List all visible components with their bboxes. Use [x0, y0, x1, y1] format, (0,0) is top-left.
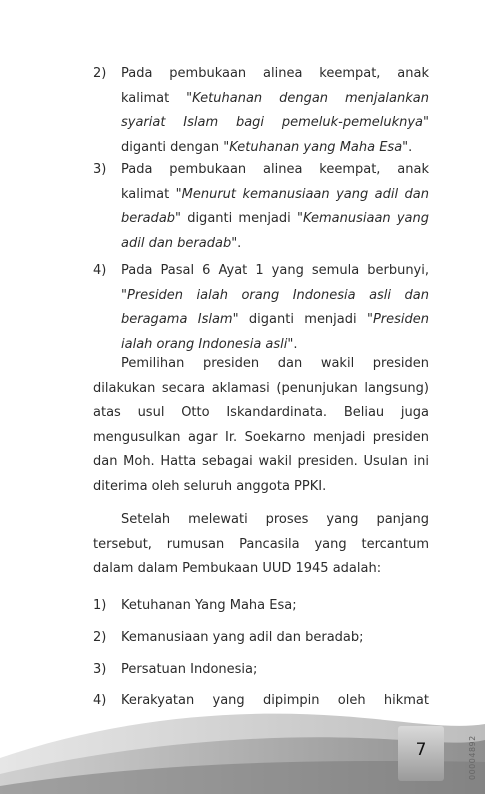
list-item-number: 2) [93, 630, 107, 645]
list-item-number: 4) [93, 263, 107, 278]
body-paragraph: Setelah melewati proses yang panjang tersebut, rumusan Pancasila yang tercantum dalam dalam Pembukaan UUD 1945 adalah: [93, 512, 429, 576]
list-item-number: 3) [93, 162, 107, 177]
page-number-box [398, 726, 444, 781]
list-item-number: 2) [93, 66, 107, 81]
list-item-number: 3) [93, 662, 107, 677]
page-number: 7 [415, 740, 427, 760]
list-item-number: 4) [93, 693, 107, 708]
list-item-text: Pada pembukaan alinea keempat, anak kalimat "Ketuhanan dengan menjalankan syariat Islam bagi pemeluk-pemeluknya" diganti dengan "Ketuhanan yang Maha Esa". [121, 66, 429, 155]
list-item-text: Kemanusiaan yang adil dan beradab; [121, 630, 364, 645]
list-item-text: Ketuhanan Yang Maha Esa; [121, 598, 297, 613]
body-paragraph: Pemilihan presiden dan wakil presiden dilakukan secara aklamasi (penunjukan langsung) atas usul Otto Iskandardinata. Beliau juga mengusulkan agar Ir. Soekarno menjadi presiden dan Moh. Hatta sebagai wakil presiden. Usulan ini diterima oleh seluruh anggota PPKI. [93, 356, 429, 494]
list-item-number: 1) [93, 598, 107, 613]
list-item-text: Pada pembukaan alinea keempat, anak kalimat "Menurut kemanusiaan yang adil dan beradab" diganti menjadi "Kemanusiaan yang adil dan beradab". [121, 162, 429, 251]
list-item-text: Kerakyatan yang dipimpin oleh hikmat [121, 693, 429, 708]
list-item-text: Persatuan Indonesia; [121, 662, 258, 677]
list-item-text: Pada Pasal 6 Ayat 1 yang semula berbunyi, "Presiden ialah orang Indonesia asli dan beragama Islam" diganti menjadi "Presiden ialah orang Indonesia asli". [121, 263, 429, 352]
side-code: 00004892 [468, 735, 477, 780]
